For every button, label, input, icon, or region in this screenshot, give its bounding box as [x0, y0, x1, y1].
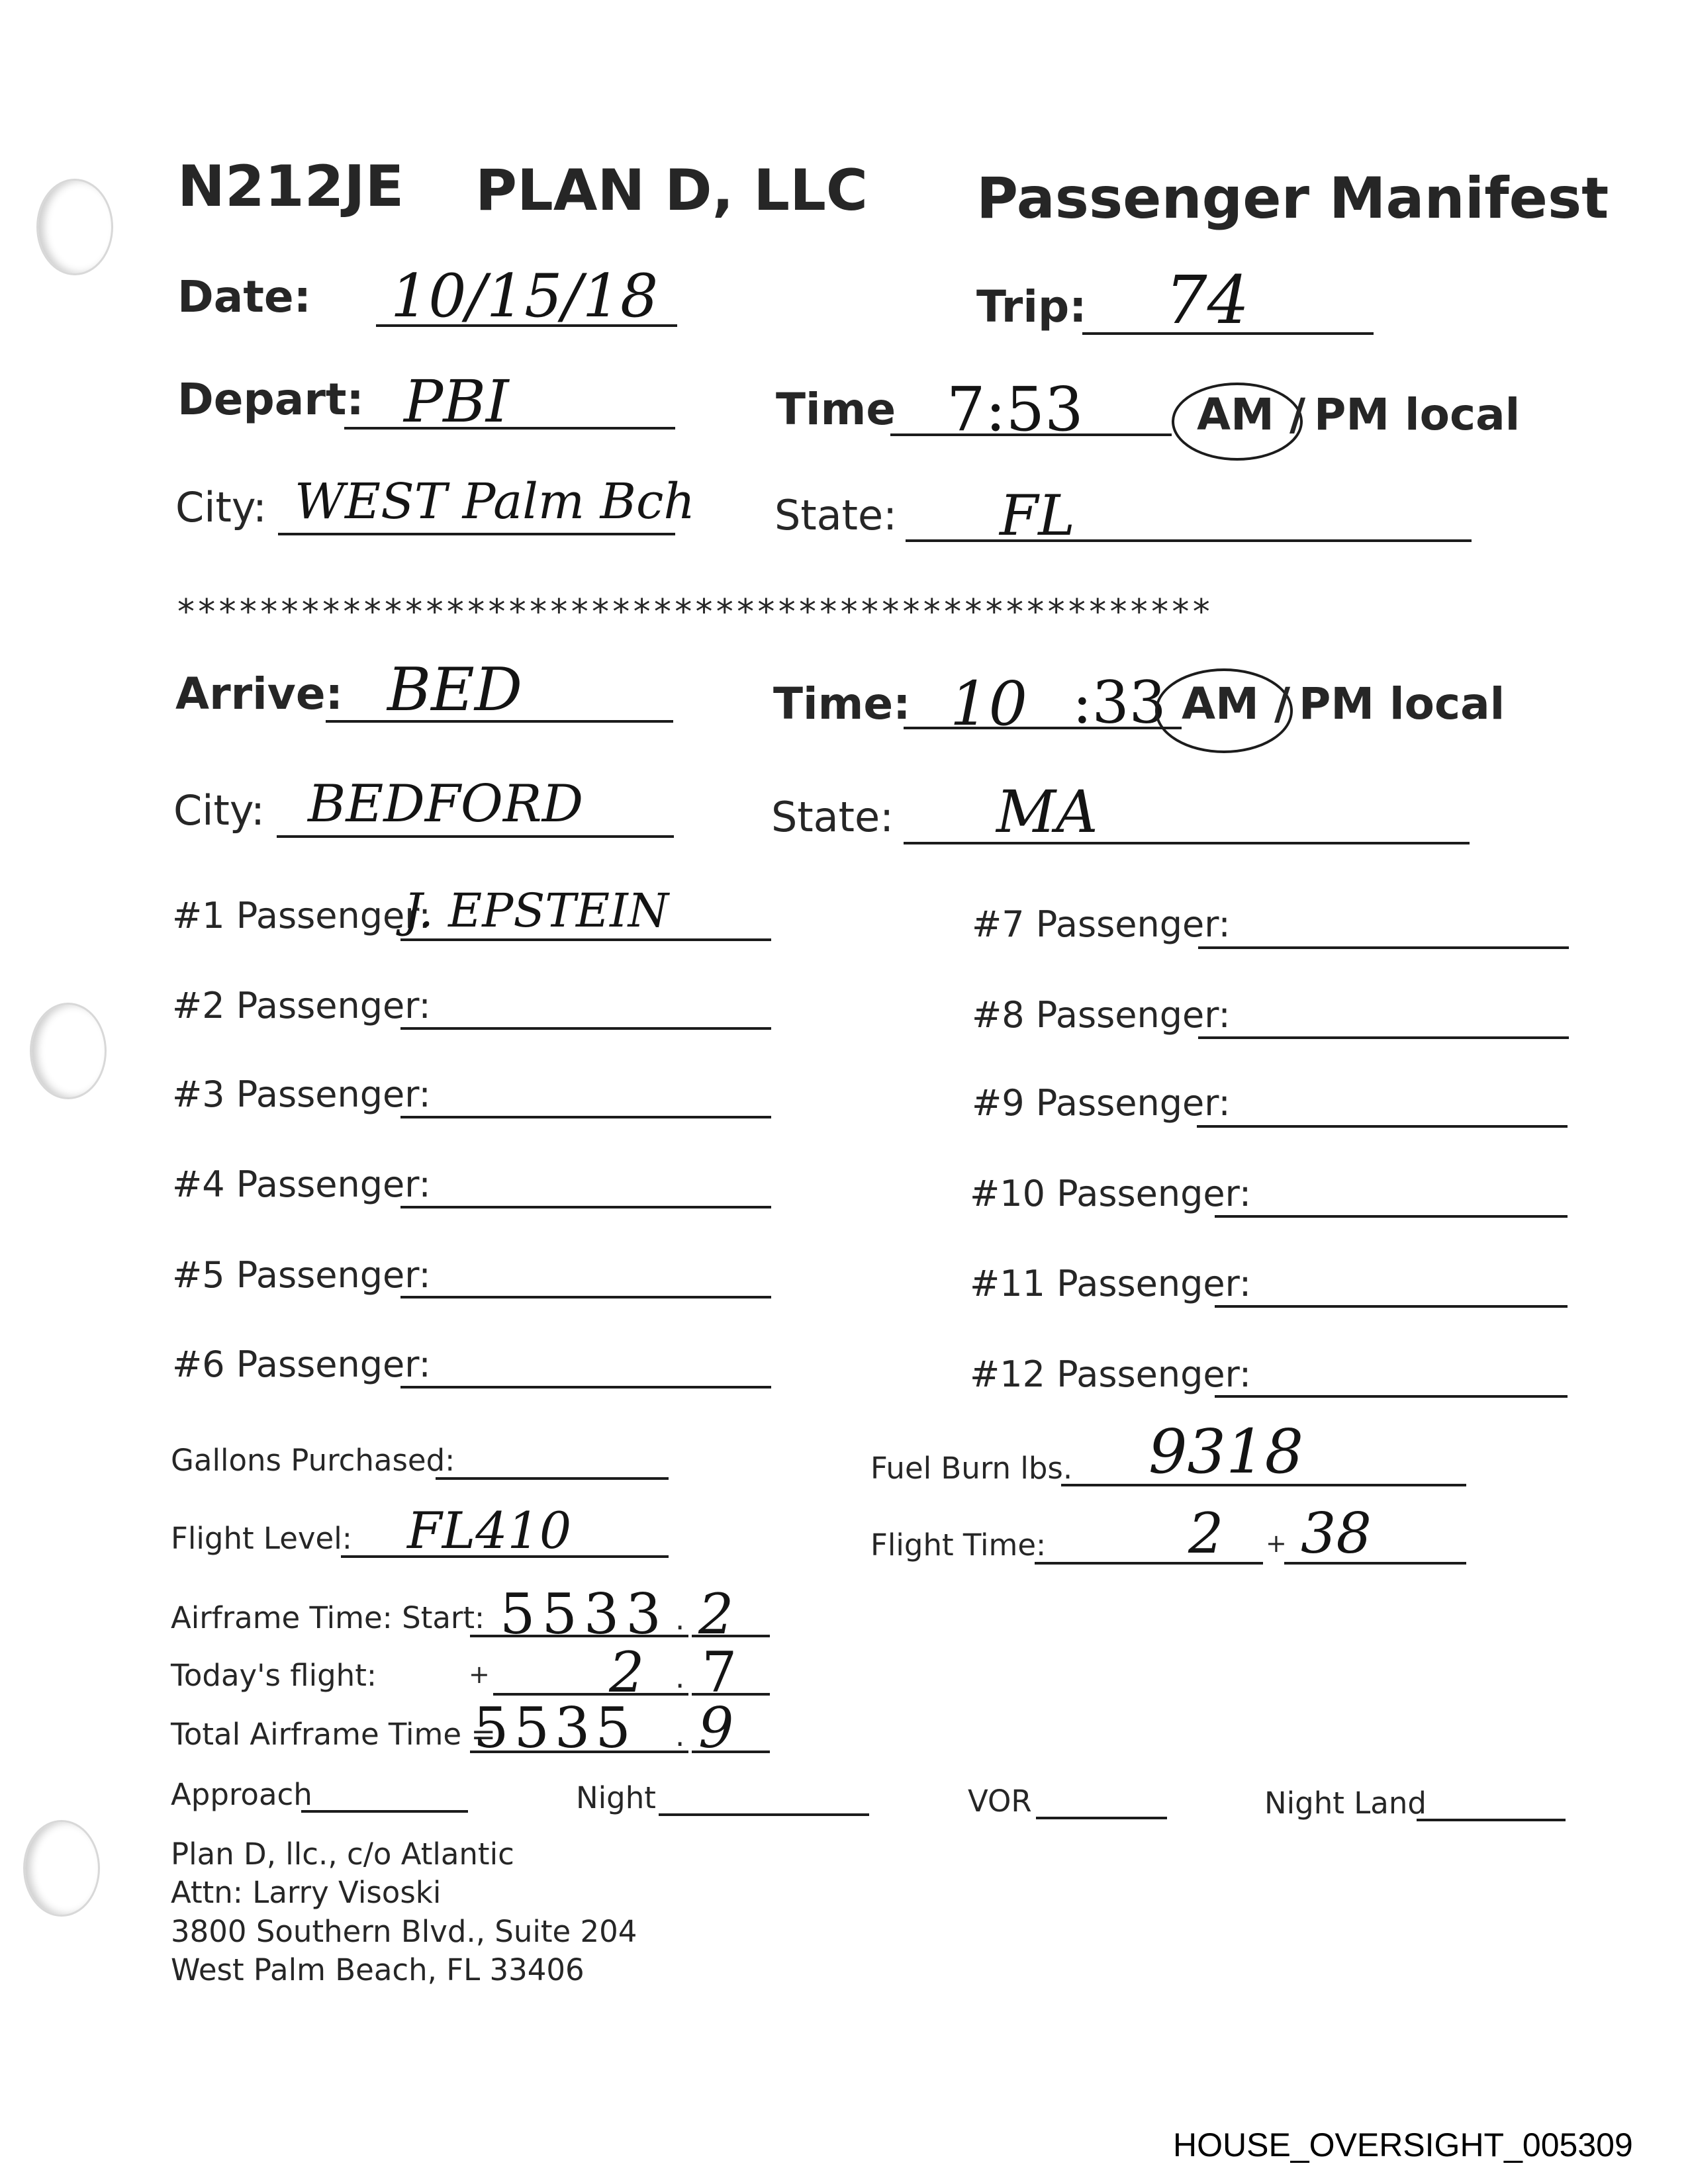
- depart-state-value[interactable]: FL: [1000, 483, 1076, 548]
- address-line-3: 3800 Southern Blvd., Suite 204: [171, 1914, 637, 1949]
- arrive-city-label: City:: [173, 786, 265, 835]
- passenger-5-line: [400, 1296, 771, 1298]
- todays-flight-dec[interactable]: 7: [702, 1640, 737, 1705]
- total-airframe-whole[interactable]: 5535: [473, 1696, 636, 1760]
- passenger-11-line: [1215, 1305, 1568, 1308]
- form-title: Passenger Manifest: [976, 165, 1609, 232]
- arrive-state-line: [904, 842, 1470, 844]
- depart-am-label: AM: [1197, 389, 1274, 440]
- flight-time-plus: +: [1266, 1529, 1287, 1558]
- address-line-2: Attn: Larry Visoski: [171, 1875, 442, 1910]
- flight-time-minutes[interactable]: 38: [1301, 1501, 1372, 1566]
- bates-number: HOUSE_OVERSIGHT_005309: [1173, 2126, 1633, 2163]
- passenger-9-line: [1197, 1125, 1568, 1128]
- total-airframe-label: Total Airframe Time =: [171, 1717, 496, 1752]
- arrive-city-line: [277, 835, 674, 838]
- arrive-am-label: AM: [1182, 678, 1259, 729]
- total-airframe-dot: .: [675, 1718, 685, 1753]
- depart-state-line: [906, 539, 1472, 542]
- depart-label: Depart:: [177, 374, 364, 425]
- arrive-time-minutes[interactable]: :33: [1072, 668, 1166, 737]
- arrive-time-label: Time:: [773, 678, 911, 729]
- flight-time-hours[interactable]: 2: [1188, 1501, 1224, 1566]
- passenger-8-label: #8 Passenger:: [972, 994, 1231, 1036]
- depart-time-value[interactable]: 7:53: [947, 374, 1084, 445]
- passenger-1-line: [400, 938, 771, 941]
- address-line-1: Plan D, llc., c/o Atlantic: [171, 1837, 514, 1872]
- todays-flight-label: Today's flight:: [171, 1658, 377, 1693]
- airframe-start-whole[interactable]: 5533: [500, 1582, 668, 1647]
- approach-line: [301, 1810, 468, 1813]
- passenger-3-line: [400, 1116, 771, 1118]
- passenger-5-label: #5 Passenger:: [172, 1254, 431, 1296]
- depart-city-value[interactable]: WEST Palm Bch: [295, 473, 696, 530]
- depart-pm-local-label: PM local: [1314, 389, 1521, 440]
- passenger-9-label: #9 Passenger:: [972, 1082, 1231, 1124]
- airframe-start-dot: .: [675, 1602, 685, 1637]
- arrive-city-value[interactable]: BEDFORD: [308, 774, 584, 834]
- passenger-10-line: [1215, 1215, 1568, 1218]
- arrive-state-value[interactable]: MA: [996, 778, 1098, 846]
- vor-label: VOR: [968, 1784, 1032, 1819]
- arrive-slash: /: [1274, 678, 1291, 729]
- depart-city-label: City:: [175, 483, 267, 531]
- passenger-6-line: [400, 1386, 771, 1388]
- passenger-1-label: #1 Passenger:: [172, 895, 431, 936]
- airframe-start-dec[interactable]: 2: [698, 1582, 734, 1647]
- company-name: PLAN D, LLC: [475, 158, 868, 224]
- arrive-value[interactable]: BED: [387, 655, 522, 725]
- passenger-11-label: #11 Passenger:: [970, 1263, 1252, 1304]
- arrive-pm-local-label: PM local: [1299, 678, 1505, 729]
- passenger-8-line: [1198, 1036, 1569, 1039]
- passenger-12-line: [1215, 1395, 1568, 1398]
- airframe-start-label: Airframe Time: Start:: [171, 1600, 485, 1635]
- date-label: Date:: [177, 271, 312, 322]
- arrive-label: Arrive:: [175, 668, 343, 719]
- trip-value[interactable]: 74: [1165, 261, 1250, 339]
- depart-state-label: State:: [774, 491, 898, 539]
- depart-value[interactable]: PBI: [404, 367, 509, 435]
- passenger-4-line: [400, 1206, 771, 1208]
- passenger-2-label: #2 Passenger:: [172, 985, 431, 1026]
- arrive-state-label: State:: [771, 793, 894, 841]
- tail-number: N212JE: [177, 154, 404, 220]
- fuel-burn-value[interactable]: 9318: [1149, 1416, 1304, 1487]
- passenger-2-line: [400, 1027, 771, 1030]
- todays-flight-plus: +: [469, 1660, 490, 1689]
- passenger-4-label: #4 Passenger:: [172, 1163, 431, 1205]
- vor-line: [1036, 1817, 1167, 1819]
- date-value[interactable]: 10/15/18: [391, 261, 659, 331]
- approach-label: Approach: [171, 1777, 312, 1812]
- depart-city-line: [278, 533, 675, 535]
- depart-slash: /: [1289, 389, 1306, 440]
- address-line-4: West Palm Beach, FL 33406: [171, 1952, 585, 1987]
- arrive-time-hour[interactable]: 10: [950, 668, 1028, 739]
- todays-flight-dot: .: [675, 1660, 685, 1695]
- flight-level-label: Flight Level:: [171, 1521, 352, 1556]
- flight-level-value[interactable]: FL410: [407, 1501, 572, 1560]
- night-land-line: [1417, 1819, 1566, 1821]
- night-land-label: Night Land: [1264, 1786, 1427, 1821]
- flight-time-hours-line: [1035, 1562, 1263, 1565]
- punch-hole-bottom: [23, 1820, 100, 1917]
- trip-label: Trip:: [976, 281, 1087, 332]
- passenger-7-line: [1198, 946, 1569, 949]
- flight-time-label: Flight Time:: [870, 1527, 1047, 1563]
- passenger-1-value[interactable]: J. EPSTEIN: [404, 884, 669, 938]
- total-airframe-dec[interactable]: 9: [698, 1696, 734, 1760]
- fuel-burn-label: Fuel Burn lbs.: [870, 1451, 1073, 1486]
- depart-time-label: Time: [776, 384, 896, 435]
- passenger-6-label: #6 Passenger:: [172, 1343, 431, 1385]
- passenger-7-label: #7 Passenger:: [972, 903, 1231, 945]
- punch-hole-top: [36, 179, 113, 275]
- gallons-purchased-line: [436, 1477, 669, 1480]
- passenger-10-label: #10 Passenger:: [970, 1173, 1252, 1214]
- night-label: Night: [576, 1780, 656, 1815]
- depart-line: [344, 427, 675, 430]
- night-line: [659, 1813, 869, 1816]
- separator-line: **************************************************: [177, 592, 1213, 632]
- passenger-3-label: #3 Passenger:: [172, 1073, 431, 1115]
- passenger-12-label: #12 Passenger:: [970, 1353, 1252, 1395]
- todays-flight-whole[interactable]: 2: [609, 1640, 645, 1705]
- gallons-purchased-label: Gallons Purchased:: [171, 1443, 455, 1478]
- punch-hole-middle: [30, 1003, 107, 1099]
